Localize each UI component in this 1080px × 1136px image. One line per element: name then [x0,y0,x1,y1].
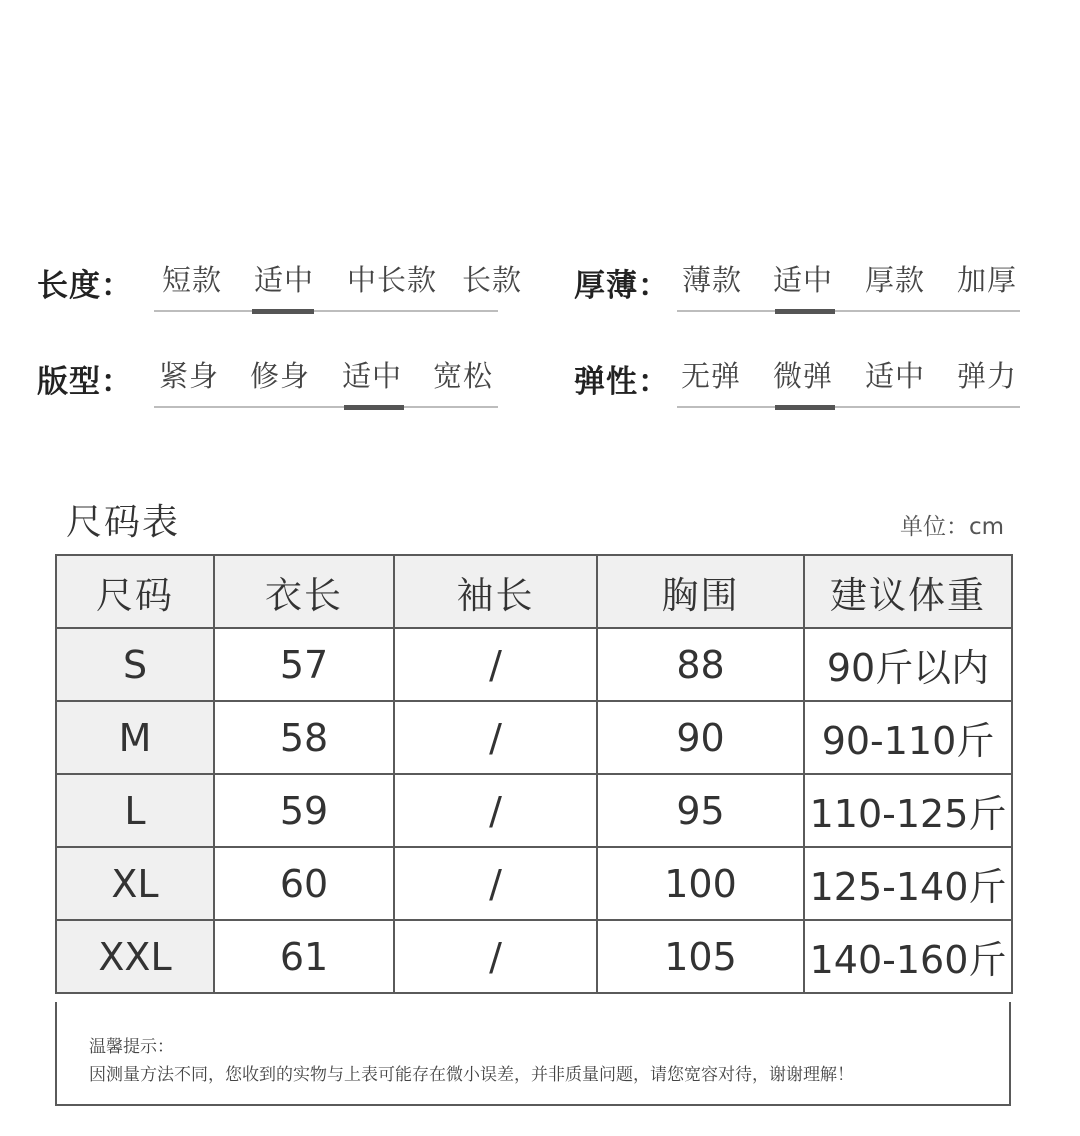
cell-length: 61 [214,920,394,993]
cell-weight: 125-140斤 [804,847,1012,920]
elasticity-option-none: 无弹 [681,359,742,393]
size-chart-title: 尺码表 [66,502,181,543]
attr-fit-label: 版型： [37,364,133,400]
cell-weight: 140-160斤 [804,920,1012,993]
cell-sleeve: / [394,628,597,701]
cell-size: XL [56,847,214,920]
cell-size: S [56,628,214,701]
cell-weight: 90斤以内 [804,628,1012,701]
attr-elasticity [574,346,1024,406]
cell-sleeve: / [394,701,597,774]
cell-length: 59 [214,774,394,847]
cell-size: XXL [56,920,214,993]
table-row [56,774,1012,847]
attr-thickness-label: 厚薄： [574,268,670,304]
attr-elasticity-label: 弹性： [574,364,670,400]
table-row [56,920,1012,993]
cell-sleeve: / [394,774,597,847]
thickness-selected-indicator [775,309,835,314]
cell-length: 57 [214,628,394,701]
thickness-option-thin: 薄款 [682,263,743,297]
header-length: 衣长 [214,555,394,628]
fit-option-loose: 宽松 [433,359,494,393]
note-title: 温馨提示： [89,1037,174,1057]
attr-elasticity-options [677,346,1020,408]
size-chart-unit: 单位：cm [900,514,1005,540]
length-option-medium: 适中 [254,263,315,297]
cell-size: M [56,701,214,774]
fit-option-regular: 适中 [342,359,403,393]
length-option-mid-long: 中长款 [347,263,438,297]
table-row [56,628,1012,701]
thickness-option-medium: 适中 [773,263,834,297]
cell-chest: 95 [597,774,804,847]
cell-chest: 88 [597,628,804,701]
elasticity-selected-indicator [775,405,835,410]
length-option-long: 长款 [462,263,523,297]
note-text: 因测量方法不同，您收到的实物与上表可能存在微小误差，并非质量问题，请您宽容对待，谢谢理解！ [89,1065,854,1085]
cell-chest: 90 [597,701,804,774]
table-row [56,847,1012,920]
attr-length-label: 长度： [37,268,133,304]
elasticity-option-slight: 微弹 [773,359,834,393]
header-size: 尺码 [56,555,214,628]
cell-size: L [56,774,214,847]
length-selected-indicator [252,309,314,314]
fit-option-slim: 修身 [250,359,311,393]
cell-sleeve: / [394,920,597,993]
attr-fit-options [154,346,498,408]
size-chart-note [55,1002,1011,1106]
size-table [55,554,1013,994]
header-chest: 胸围 [597,555,804,628]
cell-chest: 105 [597,920,804,993]
thickness-option-thick: 厚款 [865,263,926,297]
attr-thickness [574,250,1024,310]
thickness-option-extra-thick: 加厚 [957,263,1018,297]
fit-selected-indicator [344,405,404,410]
cell-length: 58 [214,701,394,774]
cell-weight: 90-110斤 [804,701,1012,774]
header-weight: 建议体重 [804,555,1012,628]
attr-fit [37,346,507,406]
size-table-header [56,555,1012,628]
header-sleeve: 袖长 [394,555,597,628]
fit-option-tight: 紧身 [159,359,220,393]
table-row [56,701,1012,774]
attr-thickness-options [677,250,1020,312]
cell-sleeve: / [394,847,597,920]
cell-length: 60 [214,847,394,920]
elasticity-option-stretch: 弹力 [957,359,1018,393]
cell-weight: 110-125斤 [804,774,1012,847]
length-option-short: 短款 [162,263,223,297]
cell-chest: 100 [597,847,804,920]
attr-length [37,250,523,310]
attr-length-options [154,250,523,312]
elasticity-option-medium: 适中 [865,359,926,393]
